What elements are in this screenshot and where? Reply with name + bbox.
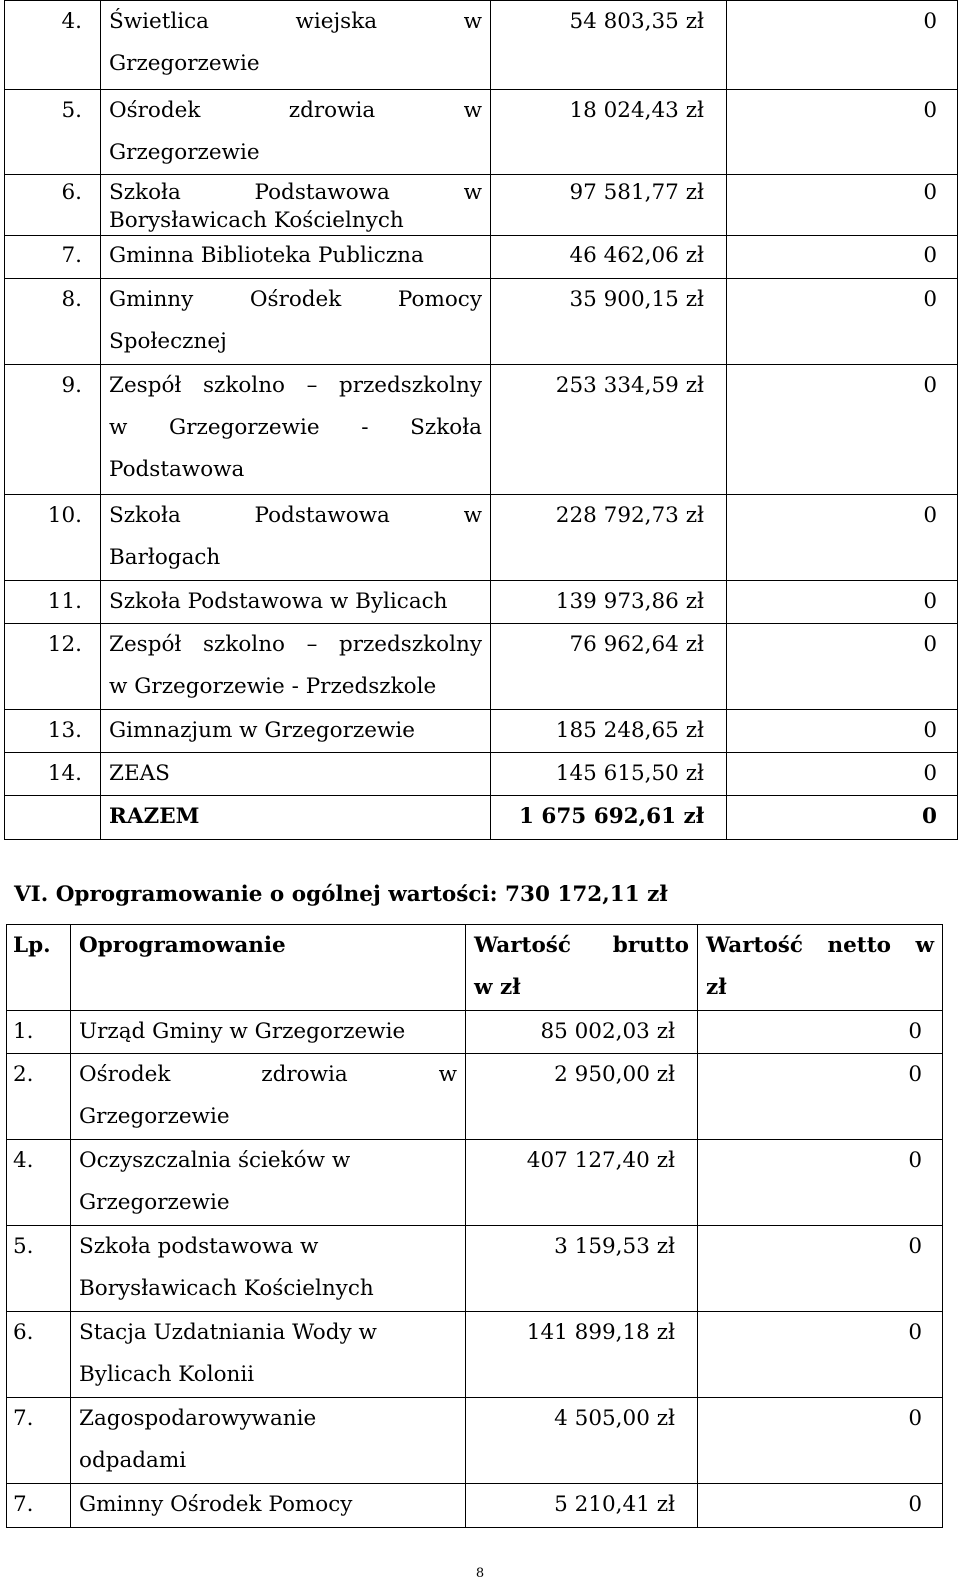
row-brutto: 18 024,43 zł [491, 90, 727, 175]
table-row [7, 1398, 943, 1484]
row-netto: 0 [698, 1398, 943, 1484]
row-lp: 9. [5, 365, 101, 495]
row-netto: 0 [727, 175, 958, 236]
row-netto: 0 [698, 1011, 943, 1054]
row-lp: 14. [5, 753, 101, 796]
header-brutto-line: w zł [474, 975, 521, 1000]
row-brutto: 35 900,15 zł [491, 279, 727, 365]
row-name [101, 236, 491, 279]
row-name-line: Grzegorzewie [109, 140, 260, 165]
row-lp: 7. [7, 1398, 71, 1484]
row-name [71, 1226, 466, 1312]
row-lp: 1. [7, 1011, 71, 1054]
row-name-line: Szkoła podstawowa w [79, 1234, 319, 1259]
row-lp: 7. [7, 1484, 71, 1528]
row-name [71, 1011, 466, 1054]
row-name [71, 1484, 466, 1528]
header-brutto-line: Wartość brutto [474, 933, 689, 958]
buildings-value-table [4, 0, 958, 840]
total-netto: 0 [727, 796, 958, 840]
row-name [101, 495, 491, 581]
row-netto: 0 [727, 236, 958, 279]
row-name-line: Gminny Ośrodek Pomocy [79, 1492, 353, 1517]
row-netto: 0 [698, 1226, 943, 1312]
header-netto [698, 925, 943, 1011]
row-netto: 0 [727, 710, 958, 753]
row-name-line: Szkoła Podstawowa w Bylicach [109, 589, 448, 614]
row-lp: 8. [5, 279, 101, 365]
row-name-line: ZEAS [109, 761, 170, 786]
page-number: 8 [475, 1566, 485, 1581]
row-netto: 0 [727, 90, 958, 175]
row-name-line: Bylicach Kolonii [79, 1362, 255, 1387]
row-name-line: Oczyszczalnia ścieków w [79, 1148, 351, 1173]
row-name-line: odpadami [79, 1448, 187, 1473]
row-name-line: Borysławicach Kościelnych [109, 208, 404, 233]
total-row [5, 796, 958, 840]
row-lp: 6. [5, 175, 101, 236]
row-brutto: 3 159,53 zł [466, 1226, 698, 1312]
row-name-line: Podstawowa [109, 457, 245, 482]
row-name [71, 1398, 466, 1484]
row-netto: 0 [698, 1140, 943, 1226]
row-name [101, 279, 491, 365]
row-name-line: Gminna Biblioteka Publiczna [109, 243, 424, 268]
header-netto-line: zł [706, 975, 727, 1000]
row-netto: 0 [698, 1312, 943, 1398]
row-name-line: Zagospodarowywanie [79, 1406, 317, 1431]
row-name [101, 710, 491, 753]
row-name-line: w Grzegorzewie - Przedszkole [109, 674, 437, 699]
row-brutto: 228 792,73 zł [491, 495, 727, 581]
row-netto: 0 [727, 1, 958, 90]
row-name-line: Szkoła Podstawowa w [109, 180, 482, 205]
row-lp: 10. [5, 495, 101, 581]
row-name-line: Stacja Uzdatniania Wody w [79, 1320, 377, 1345]
row-lp: 11. [5, 581, 101, 624]
row-name-line: Grzegorzewie [109, 51, 260, 76]
table-row [5, 236, 958, 279]
row-brutto: 139 973,86 zł [491, 581, 727, 624]
row-name-line: Gimnazjum w Grzegorzewie [109, 718, 415, 743]
row-netto: 0 [727, 753, 958, 796]
row-name [101, 753, 491, 796]
row-lp: 5. [7, 1226, 71, 1312]
row-lp: 7. [5, 236, 101, 279]
table-row [5, 624, 958, 710]
row-name [101, 581, 491, 624]
row-name [101, 175, 491, 236]
row-lp: 5. [5, 90, 101, 175]
row-brutto: 54 803,35 zł [491, 1, 727, 90]
row-name-line: Zespół szkolno – przedszkolny [109, 632, 482, 657]
row-brutto: 185 248,65 zł [491, 710, 727, 753]
row-name-line: Szkoła Podstawowa w [109, 503, 482, 528]
table-row [5, 581, 958, 624]
row-name-line: Grzegorzewie [79, 1190, 230, 1215]
row-brutto: 4 505,00 zł [466, 1398, 698, 1484]
software-value-table [6, 924, 943, 1528]
table-row [5, 175, 958, 236]
table-row [7, 1054, 943, 1140]
row-brutto: 46 462,06 zł [491, 236, 727, 279]
row-lp: 4. [5, 1, 101, 90]
row-name [101, 624, 491, 710]
table-row [5, 710, 958, 753]
row-name [71, 1140, 466, 1226]
row-brutto: 76 962,64 zł [491, 624, 727, 710]
row-lp: 12. [5, 624, 101, 710]
row-name [71, 1054, 466, 1140]
row-name-line: Gminny Ośrodek Pomocy [109, 287, 482, 312]
row-name-line: Zespół szkolno – przedszkolny [109, 373, 482, 398]
header-lp: Lp. [7, 925, 71, 1011]
row-brutto: 253 334,59 zł [491, 365, 727, 495]
header-brutto [466, 925, 698, 1011]
row-brutto: 97 581,77 zł [491, 175, 727, 236]
row-name-line: Ośrodek zdrowia w [79, 1062, 457, 1087]
row-name [101, 90, 491, 175]
total-label: RAZEM [101, 796, 491, 840]
table-row [7, 1140, 943, 1226]
row-netto: 0 [698, 1054, 943, 1140]
row-name [101, 1, 491, 90]
row-name [71, 1312, 466, 1398]
row-lp: 13. [5, 710, 101, 753]
header-name: Oprogramowanie [71, 925, 466, 1011]
row-brutto: 141 899,18 zł [466, 1312, 698, 1398]
row-brutto: 407 127,40 zł [466, 1140, 698, 1226]
table-row [7, 1484, 943, 1528]
row-name-line: Ośrodek zdrowia w [109, 98, 482, 123]
table-row [5, 279, 958, 365]
row-brutto: 2 950,00 zł [466, 1054, 698, 1140]
row-name-line: Barłogach [109, 545, 221, 570]
row-name [101, 365, 491, 495]
row-netto: 0 [727, 365, 958, 495]
row-lp: 4. [7, 1140, 71, 1226]
row-brutto: 5 210,41 zł [466, 1484, 698, 1528]
table-row [7, 1011, 943, 1054]
row-name-line: Społecznej [109, 329, 227, 354]
total-brutto: 1 675 692,61 zł [491, 796, 727, 840]
row-netto: 0 [727, 495, 958, 581]
buildings-table-body [5, 1, 958, 840]
table-row [5, 495, 958, 581]
row-lp: 6. [7, 1312, 71, 1398]
row-name-line: Świetlica wiejska w [109, 9, 482, 34]
row-name-line: Grzegorzewie [79, 1104, 230, 1129]
row-lp: 2. [7, 1054, 71, 1140]
row-brutto: 145 615,50 zł [491, 753, 727, 796]
header-netto-line: Wartość netto w [706, 933, 934, 958]
table-row [5, 753, 958, 796]
row-netto: 0 [727, 624, 958, 710]
table-header-row [7, 925, 943, 1011]
total-lp-empty [5, 796, 101, 840]
table-row [7, 1226, 943, 1312]
row-name-line: Borysławicach Kościelnych [79, 1276, 374, 1301]
row-name-line: Urząd Gminy w Grzegorzewie [79, 1019, 406, 1044]
table-row [5, 90, 958, 175]
row-netto: 0 [727, 279, 958, 365]
row-name-line: w Grzegorzewie - Szkoła [109, 415, 482, 440]
table-row [5, 365, 958, 495]
row-netto: 0 [698, 1484, 943, 1528]
row-brutto: 85 002,03 zł [466, 1011, 698, 1054]
section-heading: VI. Oprogramowanie o ogólnej wartości: 730 172,11 zł [14, 882, 668, 907]
software-table-body [7, 1011, 943, 1528]
table-row [7, 1312, 943, 1398]
table-row [5, 1, 958, 90]
row-netto: 0 [727, 581, 958, 624]
